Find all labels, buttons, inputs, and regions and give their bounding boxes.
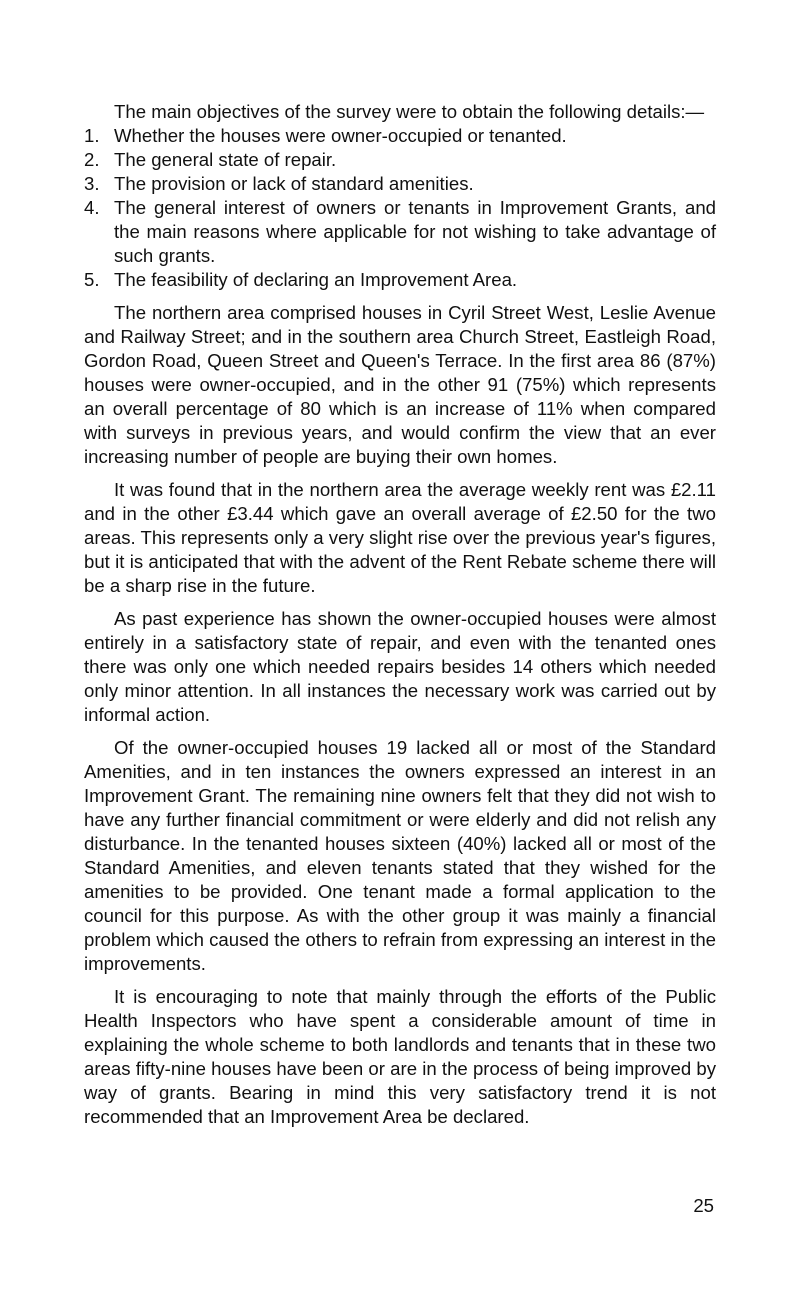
paragraph-areas: The northern area comprised houses in Cyril Street West, Leslie Avenue and Railway Street; and in the southern area Church Street, Eastleigh Road, Gordon Road, Queen Street and Queen's Terrace. In the first area 86 (87%) houses were owner-occupied, and in the other 91 (75%) which represents an overall percentage of 80 which is an increase of 11% when compared with surveys in previous years, and would confirm the view that an ever increasing number of people are buying their own homes. (84, 302, 716, 467)
list-item-text: Whether the houses were owner-occupied or tenanted. (114, 125, 567, 146)
paragraph-rent: It was found that in the northern area the average weekly rent was £2.11 and in the other £3.44 which gave an overall average of £2.50 for the two areas. This represents only a very slight rise over the previous year's figures, but it is anticipated that with the advent of the Rent Rebate scheme there will be a sharp rise in the future. (84, 479, 716, 596)
list-item-number: 5. (84, 269, 100, 290)
intro-paragraph: The main objectives of the survey were to obtain the following details:— (114, 101, 705, 122)
list-item-number: 4. (84, 197, 100, 218)
list-item (84, 148, 716, 172)
list-item-text: The feasibility of declaring an Improvement Area. (114, 269, 518, 290)
paragraph-repair: As past experience has shown the owner-occupied houses were almost entirely in a satisfactory state of repair, and even with the tenanted ones there was only one which needed repairs besides 14 others which needed only minor attention. In all instances the necessary work was carried out by informal action. (84, 608, 716, 725)
list-item (84, 172, 716, 196)
objectives-list (84, 124, 716, 292)
list-item (84, 268, 716, 292)
list-item-number: 1. (84, 125, 100, 146)
paragraph-amenities: Of the owner-occupied houses 19 lacked all or most of the Standard Amenities, and in ten instances the owners expressed an interest in an Improvement Grant. The remaining nine owners felt that they did not wish to have any further financial commitment or were elderly and did not relish any disturbance. In the tenanted houses sixteen (40%) lacked all or most of the Standard Amenities, and eleven tenants stated that they wished for the amenities to be provided. One tenant made a formal application to the council for this purpose. As with the other group it was mainly a financial problem which caused the others to refrain from expressing an interest in the improvements. (84, 737, 716, 974)
list-item (84, 124, 716, 148)
list-item-text: The general state of repair. (114, 149, 337, 170)
list-item-text: The general interest of owners or tenants in Improvement Grants, and the main reasons where applicable for not wishing to take advantage of such grants. (114, 197, 716, 266)
body-text (84, 100, 716, 1129)
page-number: 25 (693, 1195, 714, 1216)
list-item (84, 196, 716, 268)
list-item-number: 3. (84, 173, 100, 194)
list-item-text: The provision or lack of standard amenities. (114, 173, 474, 194)
list-item-number: 2. (84, 149, 100, 170)
paragraph-conclusion: It is encouraging to note that mainly through the efforts of the Public Health Inspectors who have spent a considerable amount of time in explaining the whole scheme to both landlords and tenants that in these two areas fifty-nine houses have been or are in the process of being improved by way of grants. Bearing in mind this very satisfactory trend it is not recommended that an Improvement Area be declared. (84, 986, 716, 1127)
